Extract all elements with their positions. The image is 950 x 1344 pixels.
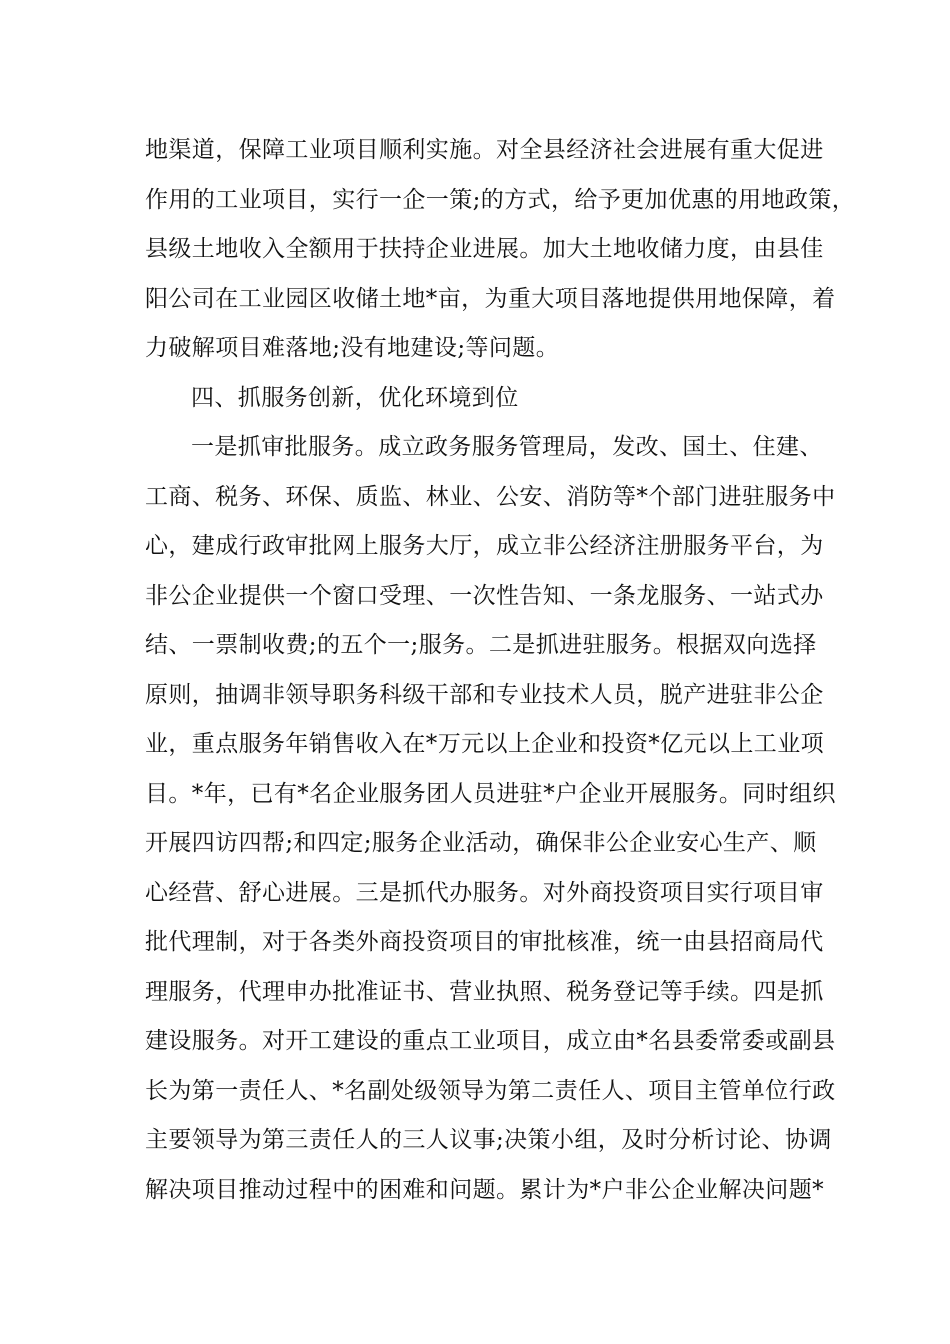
text-line-13: 业，重点服务年销售收入在*万元以上企业和投资*亿元以上工业项 bbox=[145, 731, 824, 757]
text-line-14: 目。*年，已有*名企业服务团人员进驻*户企业开展服务。同时组织 bbox=[145, 781, 836, 807]
text-line-10: 非公企业提供一个窗口受理、一次性告知、一条龙服务、一站式办 bbox=[145, 583, 824, 609]
text-line-21: 主要领导为第三责任人的三人议事;决策小组，及时分析讨论、协调 bbox=[145, 1127, 832, 1153]
text-line-2: 作用的工业项目，实行一企一策;的方式，给予更加优惠的用地政策， bbox=[145, 187, 856, 213]
text-line-18: 理服务，代理申办批准证书、营业执照、税务登记等手续。四是抓 bbox=[145, 979, 824, 1005]
text-line-20: 长为第一责任人、*名副处级领导为第二责任人、项目主管单位行政 bbox=[145, 1078, 836, 1104]
text-line-4: 阳公司在工业园区收储土地*亩，为重大项目落地提供用地保障，着 bbox=[145, 286, 836, 312]
text-line-15: 开展四访四帮;和四定;服务企业活动，确保非公企业安心生产、顺 bbox=[145, 830, 817, 856]
text-line-8: 工商、税务、环保、质监、林业、公安、消防等*个部门进驻服务中 bbox=[145, 484, 836, 510]
section-heading: 四、抓服务创新，优化环境到位 bbox=[191, 385, 519, 411]
text-line-22: 解决项目推动过程中的困难和问题。累计为*户非公企业解决问题* bbox=[145, 1177, 824, 1203]
text-line-5: 力破解项目难落地;没有地建设;等问题。 bbox=[145, 335, 560, 361]
text-line-17: 批代理制，对于各类外商投资项目的审批核准，统一由县招商局代 bbox=[145, 929, 824, 955]
text-line-16: 心经营、舒心进展。三是抓代办服务。对外商投资项目实行项目审 bbox=[145, 880, 824, 906]
text-line-19: 建设服务。对开工建设的重点工业项目，成立由*名县委常委或副县 bbox=[145, 1028, 836, 1054]
text-line-9: 心，建成行政审批网上服务大厅，成立非公经济注册服务平台，为 bbox=[145, 533, 824, 559]
text-line-11: 结、一票制收费;的五个一;服务。二是抓进驻服务。根据双向选择 bbox=[145, 632, 817, 658]
text-line-12: 原则，抽调非领导职务科级干部和专业技术人员，脱产进驻非公企 bbox=[145, 682, 824, 708]
text-line-7: 一是抓审批服务。成立政务服务管理局，发改、国土、住建、 bbox=[191, 434, 823, 460]
text-line-3: 县级土地收入全额用于扶持企业进展。加大土地收储力度，由县佳 bbox=[145, 236, 824, 262]
text-line-1: 地渠道，保障工业项目顺利实施。对全县经济社会进展有重大促进 bbox=[145, 137, 824, 163]
